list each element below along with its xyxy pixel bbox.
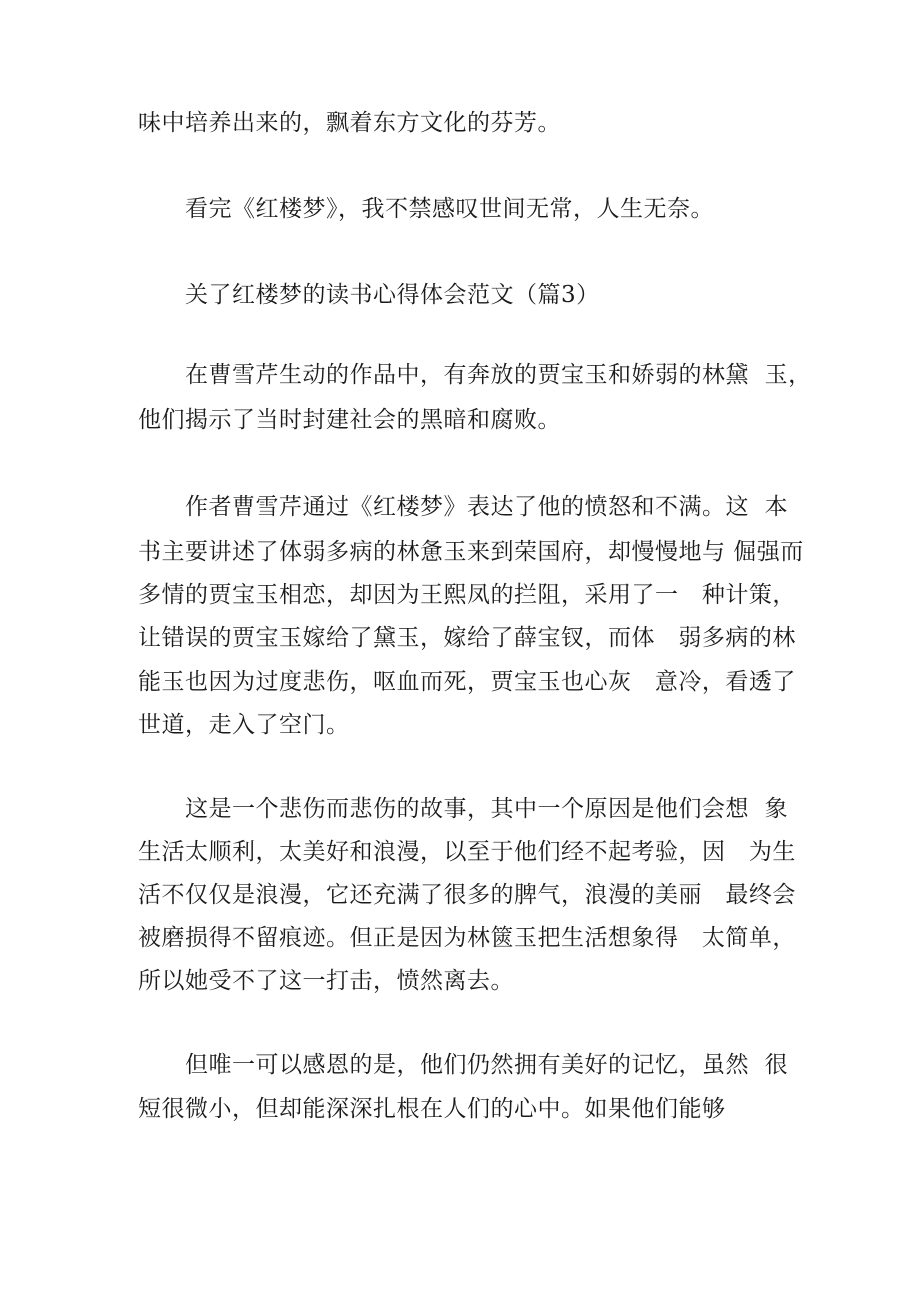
paragraph-line: 短很微小，但却能深深扎根在人们的心中。如果他们能够 bbox=[138, 1096, 726, 1122]
paragraph-line: 世道，走入了空门。 bbox=[138, 712, 350, 738]
paragraph-line: 能玉也因为过度悲伤，呕血而死，贾宝玉也心灰 意冷，看透了 bbox=[138, 669, 796, 695]
paragraph-line: 但唯一可以感恩的是，他们仍然拥有美好的记忆，虽然 很 bbox=[185, 1052, 789, 1078]
paragraph-line: 他们揭示了当时封建社会的黑暗和腐败。 bbox=[138, 407, 561, 433]
paragraph-line: 多情的贾宝玉相恋，却因为王熙凤的拦阻，采用了一 种计策， bbox=[138, 582, 796, 608]
paragraph-line: 在曹雪芹生动的作品中，有奔放的贾宝玉和娇弱的林黛 玉， bbox=[185, 362, 812, 388]
paragraph-line: 生活太顺利，太美好和浪漫，以至于他们经不起考验，因 为生 bbox=[138, 839, 796, 865]
paragraph-line: 看完《红楼梦》，我不禁感叹世间无常，人生无奈。 bbox=[185, 196, 714, 222]
section-heading: 关了红楼梦的读书心得体会范文（篇3） bbox=[185, 282, 600, 308]
paragraph-line: 味中培养出来的，飘着东方文化的芬芳。 bbox=[138, 110, 561, 136]
paragraph-line: 让错误的贾宝玉嫁给了黛玉，嫁给了薛宝钗，而体 弱多病的林 bbox=[138, 625, 796, 651]
paragraph-line: 被磨损得不留痕迹。但正是因为林篋玉把生活想象得 太简单， bbox=[138, 925, 796, 951]
paragraph-line: 这是一个悲伤而悲伤的故事，其中一个原因是他们会想 象 bbox=[185, 796, 789, 822]
paragraph-line: 作者曹雪芹通过《红楼梦》表达了他的愤怒和不满。这 本 bbox=[185, 494, 789, 520]
paragraph-line: 书主要讲述了体弱多病的林惫玉来到荣国府，却慢慢地与 倔强而 bbox=[138, 539, 804, 565]
paragraph-line: 所以她受不了这一打击，愤然离去。 bbox=[138, 968, 514, 994]
paragraph-line: 活不仅仅是浪漫，它还充满了很多的脾气，浪漫的美丽 最终会 bbox=[138, 882, 796, 908]
